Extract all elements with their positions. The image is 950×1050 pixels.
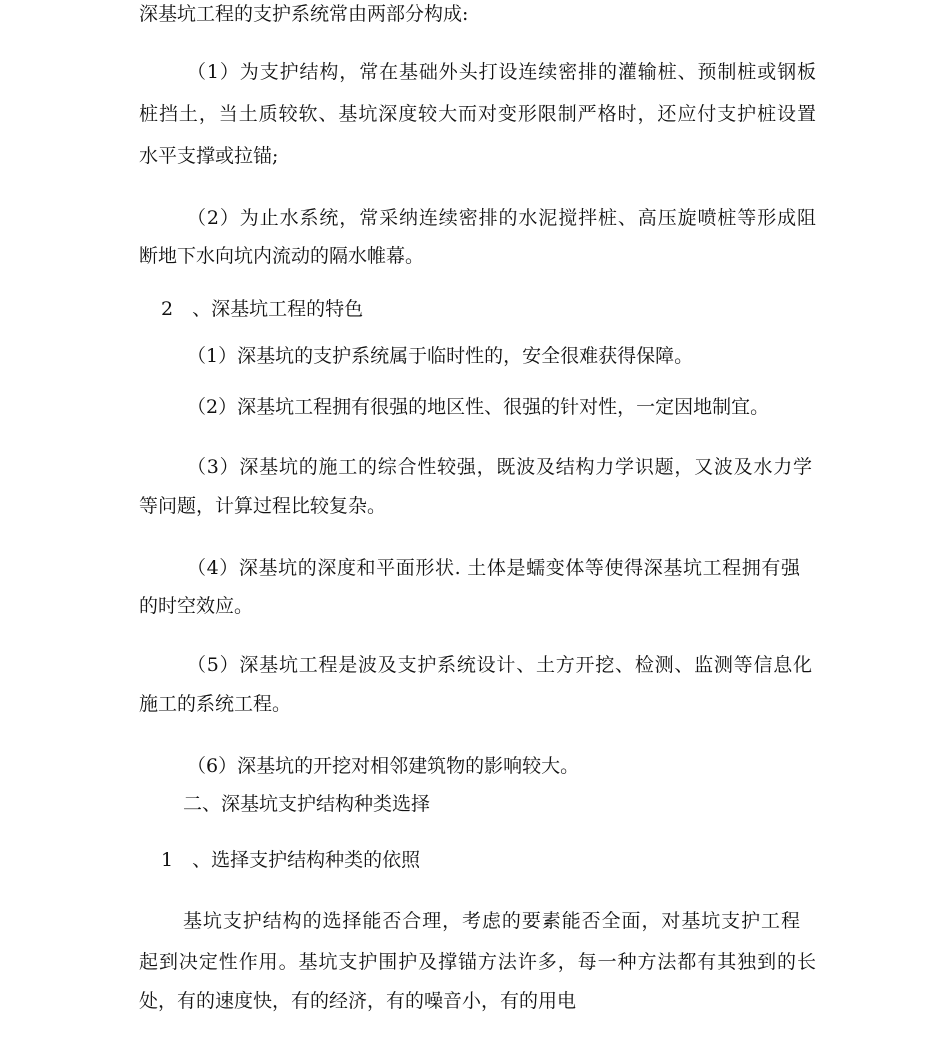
para2-line1: （2）为止水系统，常采纳连续密排的水泥搅拌桩、高压旋喷桩等形成阻 bbox=[187, 207, 816, 229]
feature-1: （1）深基坑的支护系统属于临时性的，安全很难获得保障。 bbox=[187, 345, 694, 367]
para1-line2: 桩挡土，当土质较软、基坑深度较大而对变形限制严格时，还应付支护桩设置 bbox=[139, 103, 816, 125]
last-para-line3: 处，有的速度快，有的经济，有的噪音小，有的用电 bbox=[139, 990, 577, 1012]
feature-6: （6）深基坑的开挖对相邻建筑物的影响较大。 bbox=[187, 755, 580, 777]
feature-4-line2: 的时空效应。 bbox=[139, 595, 254, 617]
para1-line1: （1）为支护结构，常在基础外头打设连续密排的灌输桩、预制桩或钢板 bbox=[187, 61, 816, 83]
feature-5-line1: （5）深基坑工程是波及支护系统设计、土方开挖、检测、监测等信息化 bbox=[187, 654, 812, 676]
para1-line3: 水平支撑或拉锚; bbox=[139, 145, 279, 167]
last-para-line1: 基坑支护结构的选择能否合理，考虑的要素能否全面，对基坑支护工程 bbox=[183, 910, 800, 932]
feature-2: （2）深基坑工程拥有很强的地区性、很强的针对性，一定因地制宜。 bbox=[187, 396, 770, 418]
last-para-line2: 起到决定性作用。基坑支护围护及撑锚方法许多，每一种方法都有其独到的长 bbox=[139, 951, 816, 973]
heading-2-features: 2 、深基坑工程的特色 bbox=[161, 298, 364, 320]
section-2-title: 二、深基坑支护结构种类选择 bbox=[183, 793, 431, 815]
intro-text: 深基坑工程的支护系统常由两部分构成: bbox=[139, 3, 469, 25]
feature-3-line1: （3）深基坑的施工的综合性较强，既波及结构力学识题，又波及水力学 bbox=[187, 456, 812, 478]
feature-5-line2: 施工的系统工程。 bbox=[139, 693, 292, 715]
feature-3-line2: 等问题，计算过程比较复杂。 bbox=[139, 495, 387, 517]
heading-1-basis: 1 、选择支护结构种类的依照 bbox=[161, 849, 421, 871]
feature-4-line1: （4）深基坑的深度和平面形状. 土体是蠕变体等使得深基坑工程拥有强 bbox=[187, 557, 800, 579]
para2-line2: 断地下水向坑内流动的隔水帷幕。 bbox=[139, 245, 425, 267]
